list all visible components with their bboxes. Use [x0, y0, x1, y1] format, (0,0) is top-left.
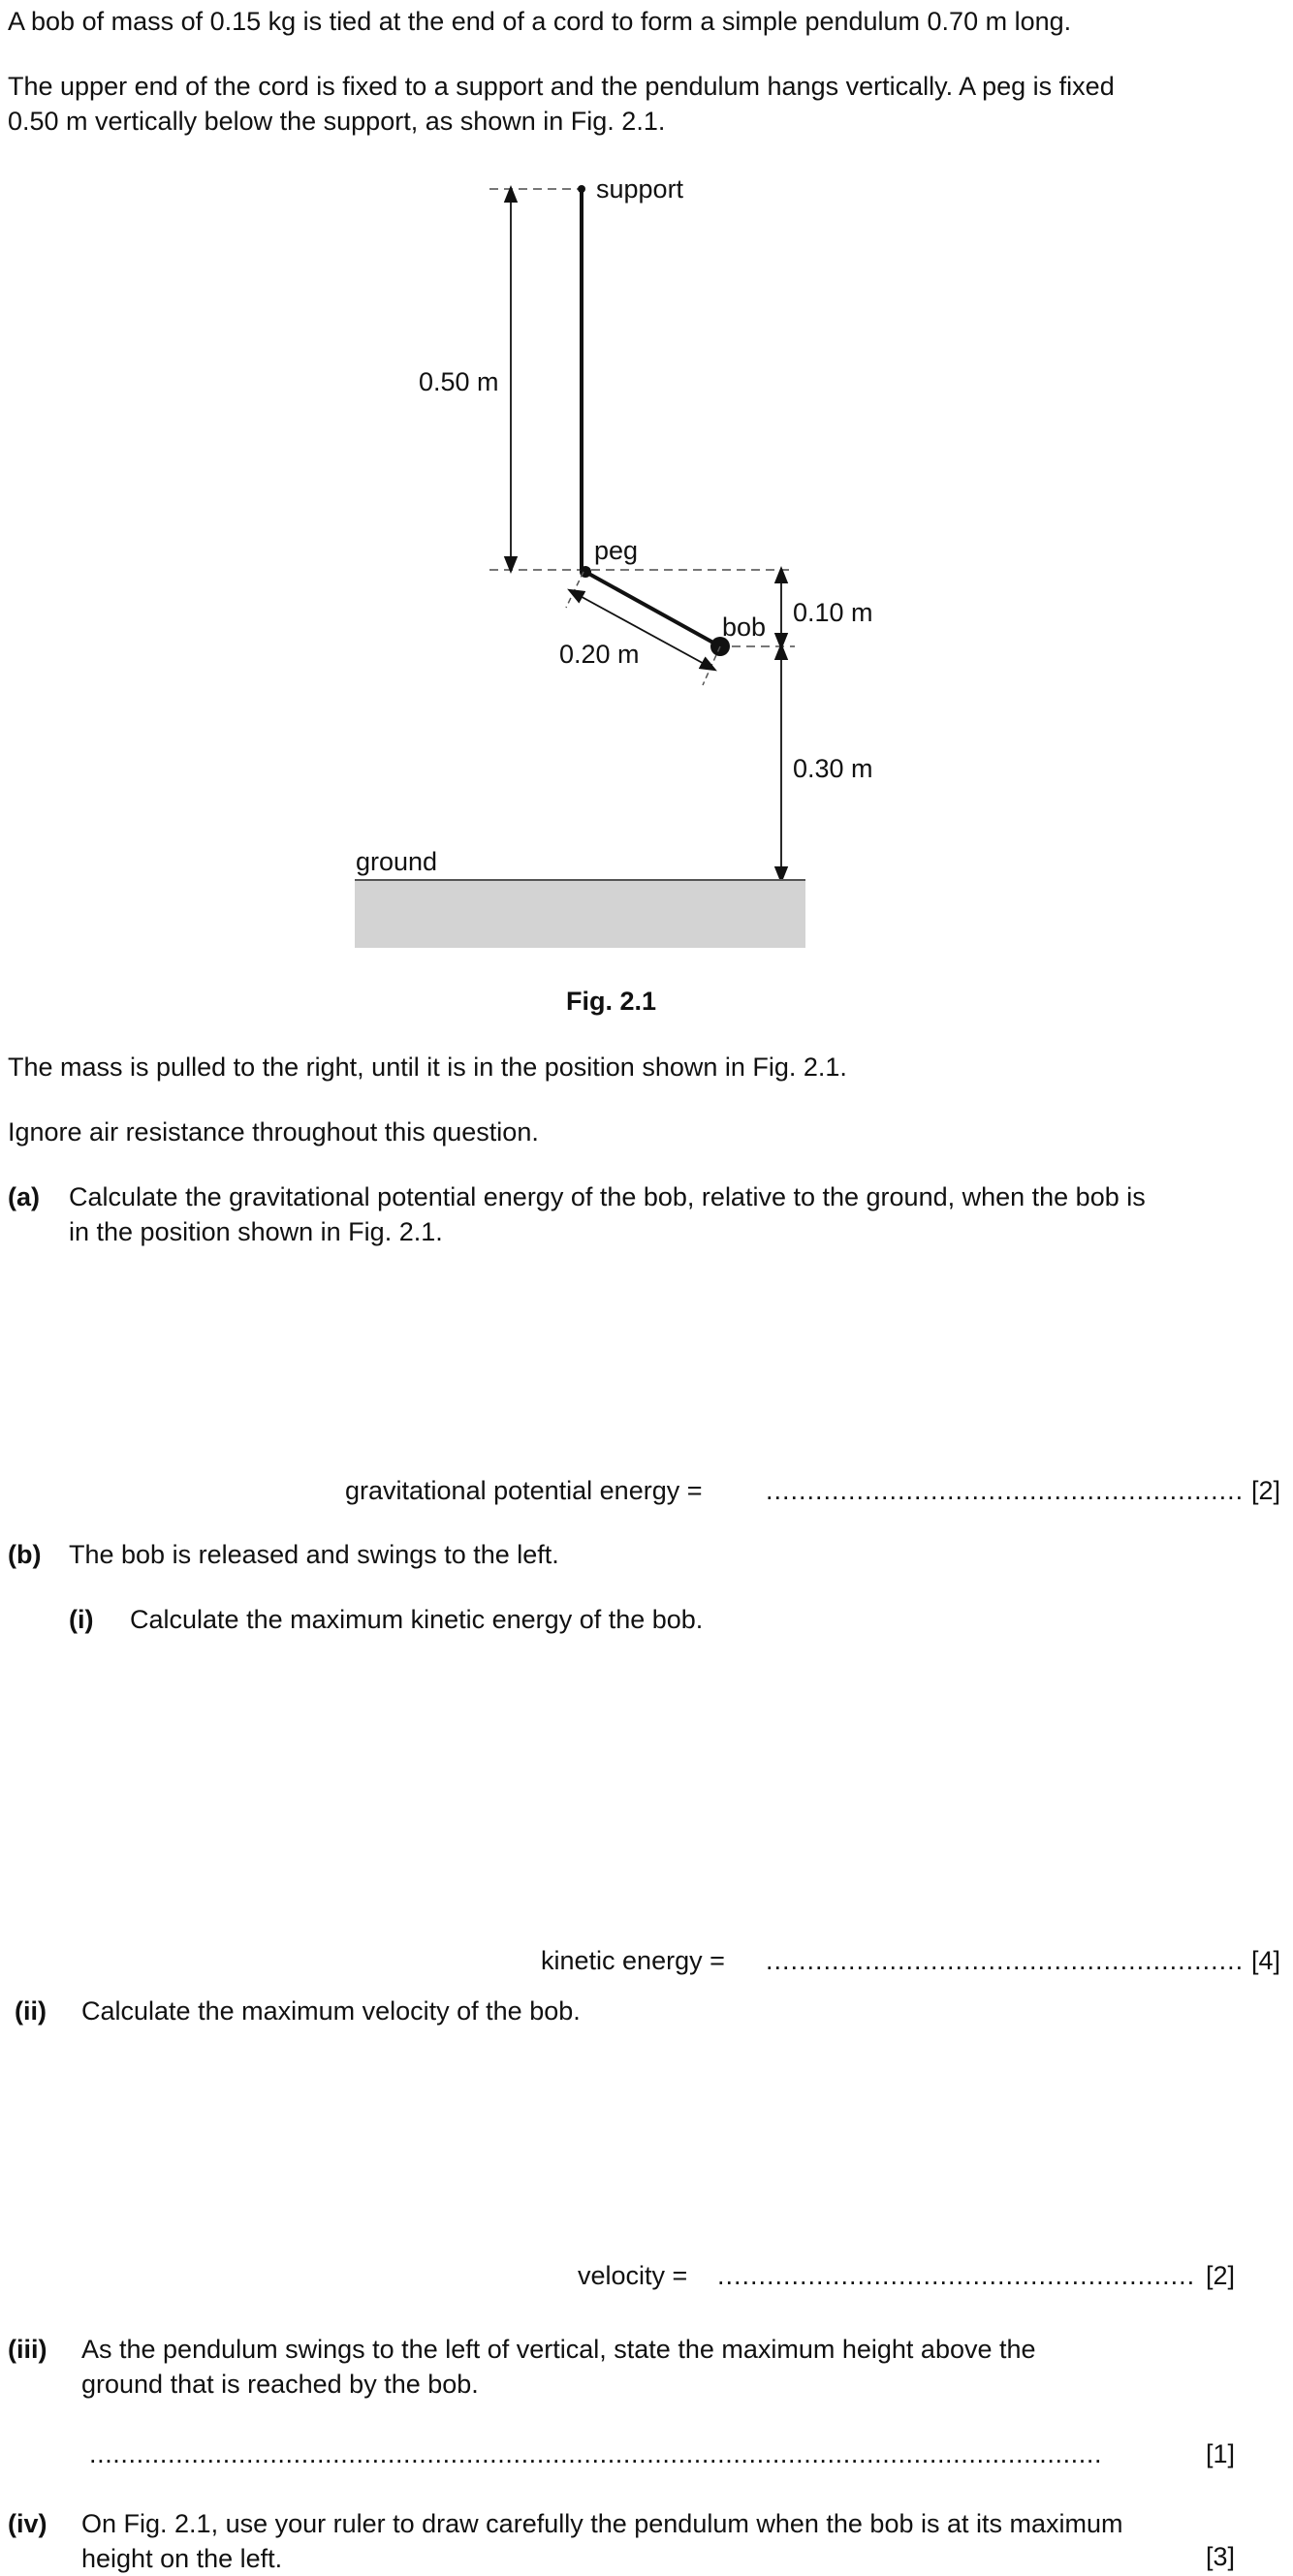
- part-a-answer-label: gravitational potential energy =: [345, 1476, 703, 1505]
- label-050: 0.50 m: [419, 367, 499, 396]
- part-b-i-answer-line[interactable]: ..........................................................: [766, 1946, 1245, 1975]
- part-b-ii-text: Calculate the maximum velocity of the bob.: [81, 1996, 581, 2026]
- part-b-iv-label: (iv): [8, 2509, 47, 2538]
- pendulum-figure: [0, 0, 1293, 1027]
- part-a-label: (a): [8, 1182, 40, 1211]
- label-bob: bob: [722, 613, 767, 642]
- part-b-iii-marks: [1]: [1206, 2439, 1236, 2468]
- part-b-ii-marks: [2]: [1206, 2261, 1236, 2290]
- label-010: 0.10 m: [793, 598, 873, 627]
- label-ground: ground: [356, 847, 438, 876]
- after-fig-line-2: Ignore air resistance throughout this question.: [8, 1117, 539, 1147]
- part-b-iii-answer-line[interactable]: .................................................................................................................................: [89, 2439, 1103, 2468]
- part-b-text: The bob is released and swings to the left.: [69, 1540, 559, 1569]
- extension-line-peg: [566, 572, 583, 608]
- label-020: 0.20 m: [559, 640, 640, 669]
- part-a-answer-line[interactable]: ..........................................................: [766, 1476, 1245, 1505]
- part-b-label: (b): [8, 1540, 42, 1569]
- part-b-iii-text-2: ground that is reached by the bob.: [81, 2370, 479, 2399]
- support-point: [578, 185, 585, 193]
- figure-caption: Fig. 2.1: [566, 987, 657, 1016]
- label-support: support: [596, 174, 684, 204]
- part-a-marks: [2]: [1251, 1476, 1281, 1505]
- part-b-ii-label: (ii): [15, 1996, 47, 2026]
- intro-line-2a: The upper end of the cord is fixed to a support and the pendulum hangs vertically. A peg is fixed: [8, 72, 1115, 101]
- part-a-text-1: Calculate the gravitational potential energy of the bob, relative to the ground, when the bob is: [69, 1182, 1146, 1211]
- part-b-iv-text-2: height on the left.: [81, 2544, 283, 2573]
- after-fig-line-1: The mass is pulled to the right, until it is in the position shown in Fig. 2.1.: [8, 1052, 847, 1082]
- label-030: 0.30 m: [793, 754, 873, 783]
- ground-block: [355, 880, 805, 948]
- part-b-i-text: Calculate the maximum kinetic energy of the bob.: [130, 1605, 704, 1634]
- intro-line-2b: 0.50 m vertically below the support, as shown in Fig. 2.1.: [8, 107, 666, 136]
- part-b-iii-text-1: As the pendulum swings to the left of vertical, state the maximum height above the: [81, 2335, 1036, 2364]
- label-peg: peg: [594, 536, 639, 565]
- part-b-ii-answer-line[interactable]: ..........................................................: [717, 2261, 1196, 2290]
- part-a-text-2: in the position shown in Fig. 2.1.: [69, 1217, 443, 1246]
- part-b-i-marks: [4]: [1251, 1946, 1281, 1975]
- part-b-i-answer-label: kinetic energy =: [541, 1946, 725, 1975]
- intro-line-1: A bob of mass of 0.15 kg is tied at the end of a cord to form a simple pendulum 0.70 m long.: [8, 7, 1072, 36]
- part-b-ii-answer-label: velocity =: [578, 2261, 688, 2290]
- part-b-iii-label: (iii): [8, 2335, 47, 2364]
- part-b-i-label: (i): [69, 1605, 94, 1634]
- part-b-iv-marks: [3]: [1206, 2542, 1236, 2571]
- part-b-iv-text-1: On Fig. 2.1, use your ruler to draw carefully the pendulum when the bob is at its maximum: [81, 2509, 1123, 2538]
